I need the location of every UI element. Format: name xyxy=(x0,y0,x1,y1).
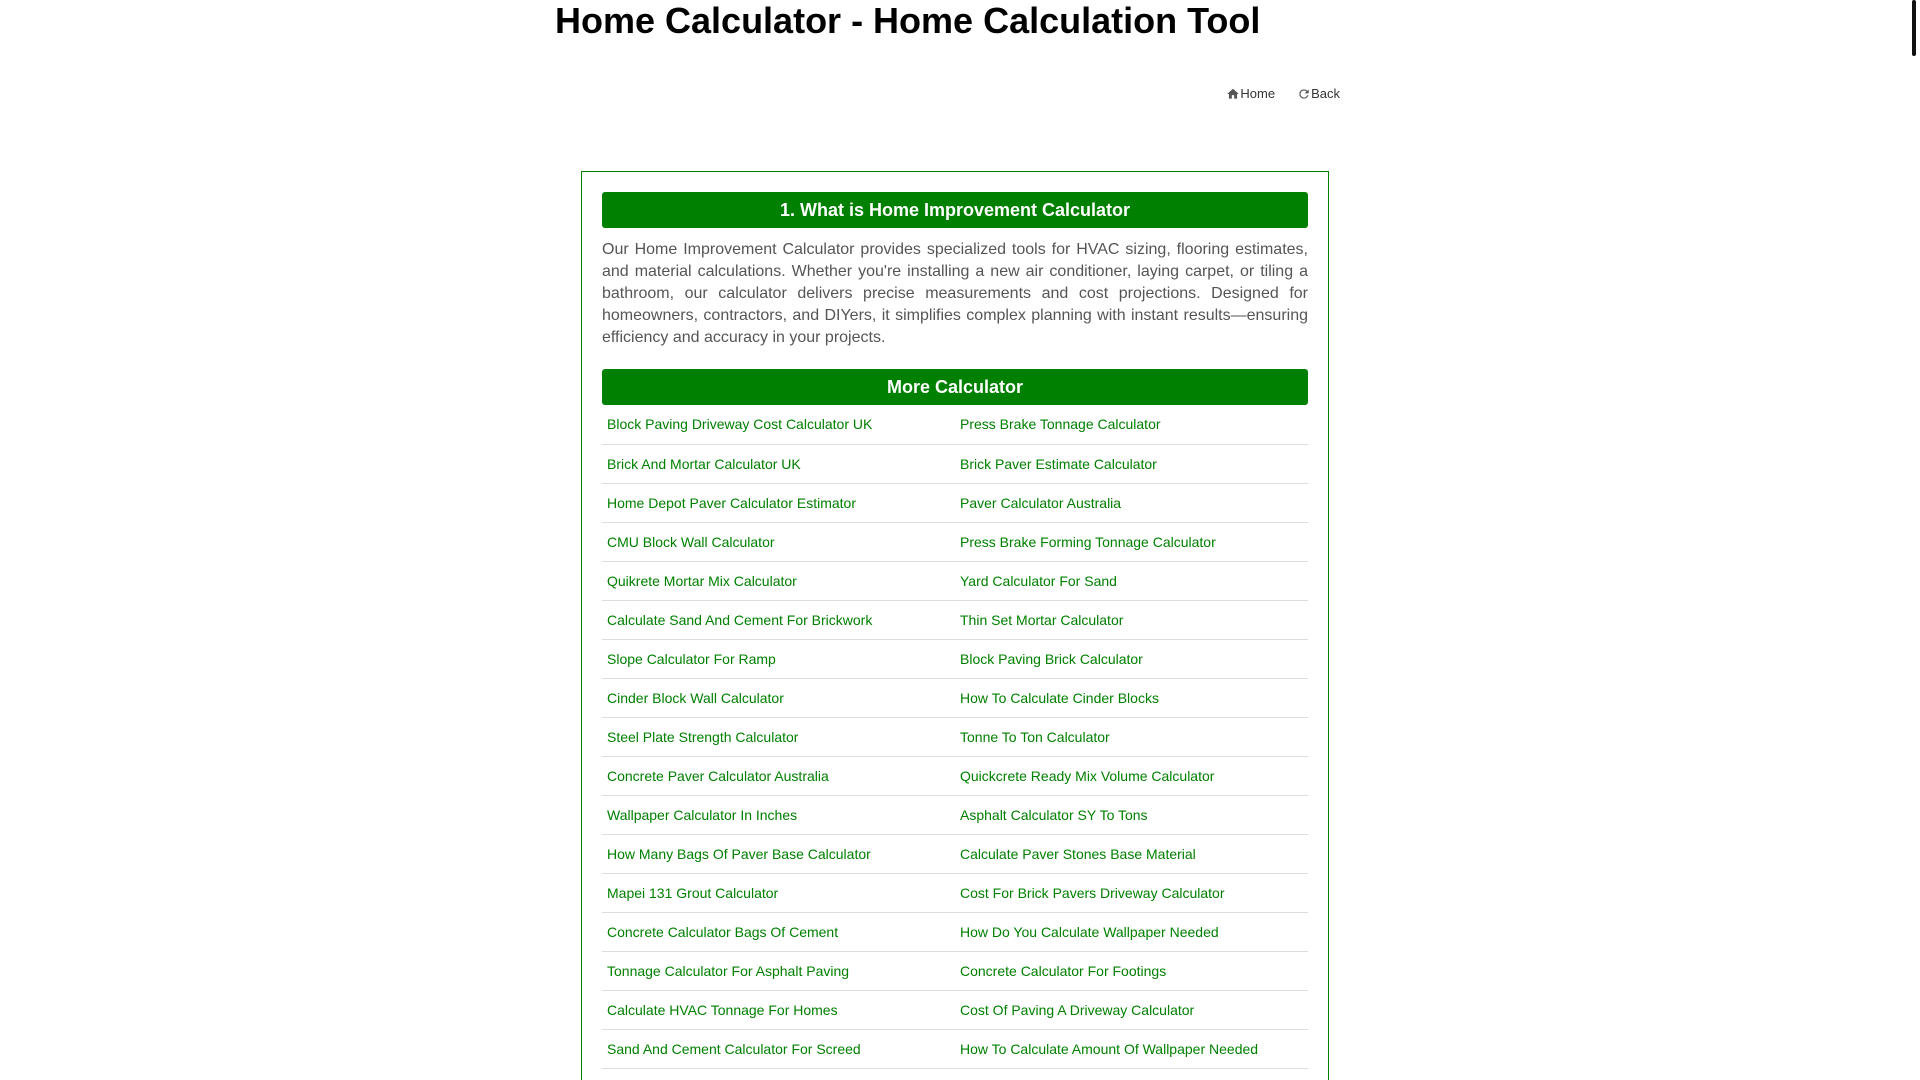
calculator-link[interactable]: Mapei 131 Grout Calculator xyxy=(607,884,779,901)
table-cell xyxy=(602,834,955,873)
table-row xyxy=(602,795,1308,834)
table-cell xyxy=(955,1029,1308,1068)
content-card xyxy=(581,171,1329,1080)
calculator-link[interactable]: Brick And Mortar Calculator UK xyxy=(607,455,801,472)
table-cell xyxy=(955,561,1308,600)
table-cell xyxy=(955,717,1308,756)
table-cell xyxy=(955,990,1308,1029)
table-cell xyxy=(955,912,1308,951)
home-icon xyxy=(1226,87,1240,101)
table-cell xyxy=(602,561,955,600)
table-row xyxy=(602,561,1308,600)
table-row xyxy=(602,951,1308,990)
calculator-link[interactable]: Thin Set Mortar Calculator xyxy=(960,611,1124,628)
table-row xyxy=(602,522,1308,561)
table-cell xyxy=(955,600,1308,639)
table-cell xyxy=(602,444,955,483)
calculator-link[interactable]: Concrete Calculator Bags Of Cement xyxy=(607,923,839,940)
table-cell xyxy=(602,951,955,990)
home-link-label: Home xyxy=(1240,86,1276,101)
table-cell xyxy=(602,483,955,522)
calculator-link[interactable]: Slope Calculator For Ramp xyxy=(607,650,776,667)
calculator-link[interactable]: How Do You Calculate Wallpaper Needed xyxy=(960,923,1219,940)
table-row xyxy=(602,405,1308,444)
table-cell xyxy=(955,834,1308,873)
table-row xyxy=(602,483,1308,522)
calculator-link[interactable]: Home Depot Paver Calculator Estimator xyxy=(607,494,856,511)
more-calculator-heading: More Calculator xyxy=(602,369,1308,405)
table-cell xyxy=(955,795,1308,834)
calculator-link[interactable]: Block Paving Brick Calculator xyxy=(960,650,1143,667)
table-cell xyxy=(955,756,1308,795)
table-cell xyxy=(602,717,955,756)
calculator-link[interactable]: Asphalt Calculator SY To Tons xyxy=(960,806,1148,823)
table-row xyxy=(602,873,1308,912)
intro-paragraph: Our Home Improvement Calculator provides specialized tools for HVAC sizing, flooring estimates, and material calculations. Whether you're installing a new air conditioner, laying carpet, or tiling a bathroom, our calculator delivers precise measurements and cost projections. Designed for homeowners, contractors, and DIYers, it simplifies complex planning with instant results—ensuring efficiency and accuracy in your projects. xyxy=(602,241,1308,346)
table-cell xyxy=(602,600,955,639)
calculator-link[interactable]: Quikrete Mortar Mix Calculator xyxy=(607,572,797,589)
table-cell xyxy=(602,795,955,834)
calculator-link[interactable]: Paver Calculator Australia xyxy=(960,494,1122,511)
table-cell xyxy=(955,522,1308,561)
table-cell xyxy=(955,873,1308,912)
table-row xyxy=(602,990,1308,1029)
table-cell xyxy=(955,678,1308,717)
calculator-link[interactable]: CMU Block Wall Calculator xyxy=(607,533,775,550)
calculator-link[interactable]: Cost Of Paving A Driveway Calculator xyxy=(960,1001,1195,1018)
calculator-link[interactable]: Brick Paver Estimate Calculator xyxy=(960,455,1157,472)
back-link[interactable] xyxy=(1297,86,1340,101)
table-row xyxy=(602,600,1308,639)
calculator-link[interactable]: Calculate Paver Stones Base Material xyxy=(960,845,1196,862)
table-cell xyxy=(955,639,1308,678)
calculator-link[interactable]: Tonnage Calculator For Asphalt Paving xyxy=(607,962,850,979)
calculator-link[interactable]: Tonne To Ton Calculator xyxy=(960,728,1110,745)
calculator-link[interactable]: Concrete Paver Calculator Australia xyxy=(607,767,829,784)
calculator-link[interactable]: Cinder Block Wall Calculator xyxy=(607,689,784,706)
table-row xyxy=(602,834,1308,873)
calculator-link[interactable]: Calculate Sand And Cement For Brickwork xyxy=(607,611,873,628)
calculator-link[interactable]: Sand And Cement Calculator For Screed xyxy=(607,1040,861,1057)
calculator-link[interactable]: Block Paving Driveway Cost Calculator UK xyxy=(607,416,873,433)
calculator-link[interactable]: Concrete Calculator For Footings xyxy=(960,962,1167,979)
calculator-link[interactable]: Calculate HVAC Tonnage For Homes xyxy=(607,1001,838,1018)
calculator-link[interactable]: Press Brake Forming Tonnage Calculator xyxy=(960,533,1216,550)
table-cell xyxy=(955,444,1308,483)
calculator-link[interactable]: How Many Bags Of Paver Base Calculator xyxy=(607,845,871,862)
back-link-label: Back xyxy=(1311,86,1340,101)
calculator-link[interactable]: Press Brake Tonnage Calculator xyxy=(960,416,1161,433)
table-cell xyxy=(955,405,1308,444)
table-cell xyxy=(955,483,1308,522)
top-nav xyxy=(1226,86,1340,101)
table-cell xyxy=(602,522,955,561)
table-cell xyxy=(602,912,955,951)
calculator-link[interactable]: Yard Calculator For Sand xyxy=(960,572,1117,589)
page-title: Home Calculator - Home Calculation Tool xyxy=(555,0,1261,41)
table-row xyxy=(602,912,1308,951)
calculator-link[interactable]: Steel Plate Strength Calculator xyxy=(607,728,799,745)
table-cell xyxy=(602,990,955,1029)
table-cell xyxy=(602,1029,955,1068)
table-cell xyxy=(955,951,1308,990)
home-link[interactable] xyxy=(1226,86,1275,101)
table-row xyxy=(602,717,1308,756)
scrollbar-thumb[interactable] xyxy=(1912,0,1916,56)
calculator-link[interactable]: Cost For Brick Pavers Driveway Calculator xyxy=(960,884,1225,901)
table-cell xyxy=(602,756,955,795)
calculator-link[interactable]: Quickcrete Ready Mix Volume Calculator xyxy=(960,767,1215,784)
table-cell xyxy=(602,639,955,678)
table-row xyxy=(602,639,1308,678)
calculator-link[interactable]: How To Calculate Amount Of Wallpaper Needed xyxy=(960,1040,1259,1057)
table-cell xyxy=(602,678,955,717)
table-row xyxy=(602,756,1308,795)
calculator-link[interactable]: How To Calculate Cinder Blocks xyxy=(960,689,1159,706)
table-row xyxy=(602,678,1308,717)
table-cell xyxy=(602,873,955,912)
calculator-links-table xyxy=(602,405,1308,1069)
table-cell xyxy=(602,405,955,444)
refresh-icon xyxy=(1297,87,1311,101)
section-heading: 1. What is Home Improvement Calculator xyxy=(602,192,1308,228)
table-row xyxy=(602,1029,1308,1068)
calculator-link[interactable]: Wallpaper Calculator In Inches xyxy=(607,806,798,823)
table-row xyxy=(602,444,1308,483)
